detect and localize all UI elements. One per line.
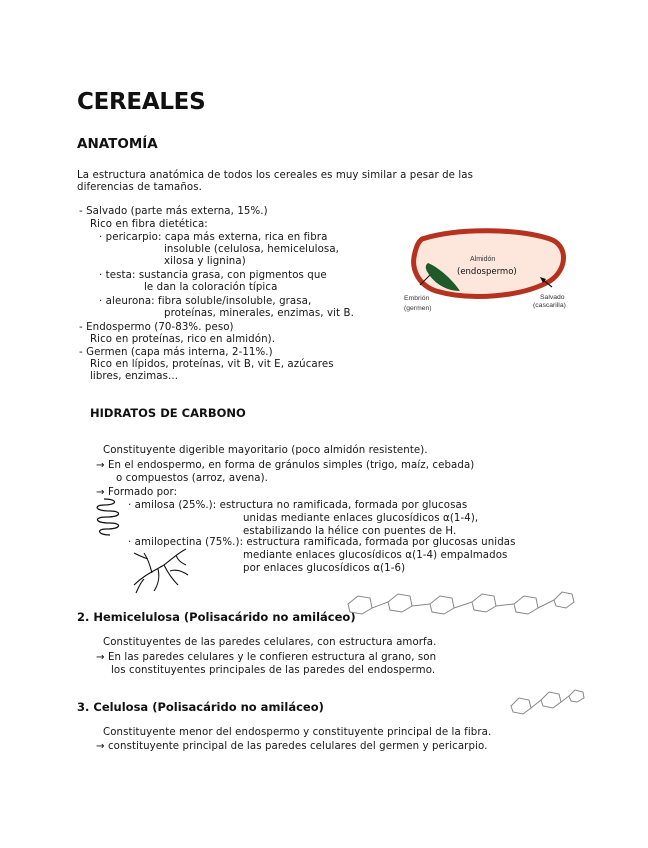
aleurona-line-2: proteínas, minerales, enzimas, vit B.	[164, 308, 354, 319]
diagram-label-germen: (germen)	[404, 305, 432, 312]
amilopectina-line-1: · amilopectina (75%.): estructura ramificada, formada por glucosas unidas	[128, 537, 516, 548]
section-heading-celulosa: 3. Celulosa (Polisacárido no amiláceo)	[77, 700, 324, 714]
intro-line-2: diferencias de tamaños.	[77, 182, 202, 193]
diagram-label-embrion: Embrión	[404, 295, 430, 302]
amilopectina-line-3: por enlaces glucosídicos α(1-6)	[243, 563, 406, 574]
celulosa-line-1: Constituyente menor del endospermo y constituyente principal de la fibra.	[103, 727, 492, 738]
section-heading-hidratos: HIDRATOS DE CARBONO	[90, 406, 246, 420]
hidratos-line-4: → Formado por:	[96, 487, 178, 498]
endospermo-line-2: Rico en proteínas, rico en almidón).	[90, 334, 276, 345]
page-title: CEREALES	[77, 89, 206, 115]
pericarpio-line-1: · pericarpio: capa más externa, rica en fibra	[99, 232, 328, 243]
diagram-label-endospermo: (endospermo)	[457, 267, 517, 277]
grain-body	[414, 231, 564, 297]
section-heading-hemicelulosa: 2. Hemicelulosa (Polisacárido no amiláceo)	[77, 610, 356, 624]
amilopectina-line-2: mediante enlaces glucosídicos α(1-4) empalmados	[243, 550, 508, 561]
diagram-label-almidon: Almidón	[470, 256, 496, 263]
salvado-line: - Salvado (parte más externa, 15%.)	[79, 206, 268, 217]
pericarpio-line-2: insoluble (celulosa, hemicelulosa,	[164, 244, 340, 255]
hemicelulosa-line-1: Constituyentes de las paredes celulares, con estructura amorfa.	[103, 637, 437, 648]
testa-line-1: · testa: sustancia grasa, con pigmentos que	[99, 270, 327, 281]
aleurona-line-1: · aleurona: fibra soluble/insoluble, grasa,	[99, 296, 312, 307]
hemicelulosa-line-2: → En las paredes celulares y le confieren estructura al grano, son	[96, 652, 437, 663]
hemicelulosa-line-3: los constituyentes principales de las paredes del endospermo.	[111, 665, 436, 676]
hidratos-line-2: → En el endospermo, en forma de gránulos simples (trigo, maíz, cebada)	[96, 460, 475, 471]
hemicelulosa-structure-drawing	[338, 586, 578, 620]
celulosa-line-2: → constituyente principal de las paredes celulares del germen y pericarpio.	[96, 741, 488, 752]
germen-line-2: Rico en lípidos, proteínas, vit B, vit E, azúcares	[90, 359, 334, 370]
hidratos-line-3: o compuestos (arroz, avena).	[116, 473, 269, 484]
intro-line-1: La estructura anatómica de todos los cereales es muy similar a pesar de las	[77, 170, 474, 181]
testa-line-2: le dan la coloración típica	[144, 282, 278, 293]
amilosa-helix-drawing	[96, 497, 126, 537]
amilosa-line-3: estabilizando la hélice con puentes de H.	[243, 526, 457, 537]
hidratos-line-1: Constituyente digerible mayoritario (poco almidón resistente).	[103, 445, 428, 456]
pericarpio-line-3: xilosa y lignina)	[164, 256, 246, 267]
diagram-label-cascarilla: (cascarilla)	[533, 302, 566, 309]
amilopectina-branched-drawing	[130, 545, 190, 595]
salvado-fibra-line: Rico en fibra dietética:	[90, 219, 208, 230]
amilosa-line-2: unidas mediante enlaces glucosídicos α(1-4),	[243, 513, 479, 524]
amilosa-line-1: · amilosa (25%.): estructura no ramificada, formada por glucosas	[128, 500, 468, 511]
diagram-label-salvado: Salvado	[540, 294, 565, 301]
celulosa-structure-drawing	[505, 684, 585, 720]
section-heading-anatomia: ANATOMÍA	[77, 136, 158, 152]
endospermo-line-1: - Endospermo (70-83%. peso)	[79, 322, 234, 333]
germen-line-3: libres, enzimas...	[90, 371, 179, 382]
germen-line-1: - Germen (capa más interna, 2-11%.)	[79, 347, 273, 358]
